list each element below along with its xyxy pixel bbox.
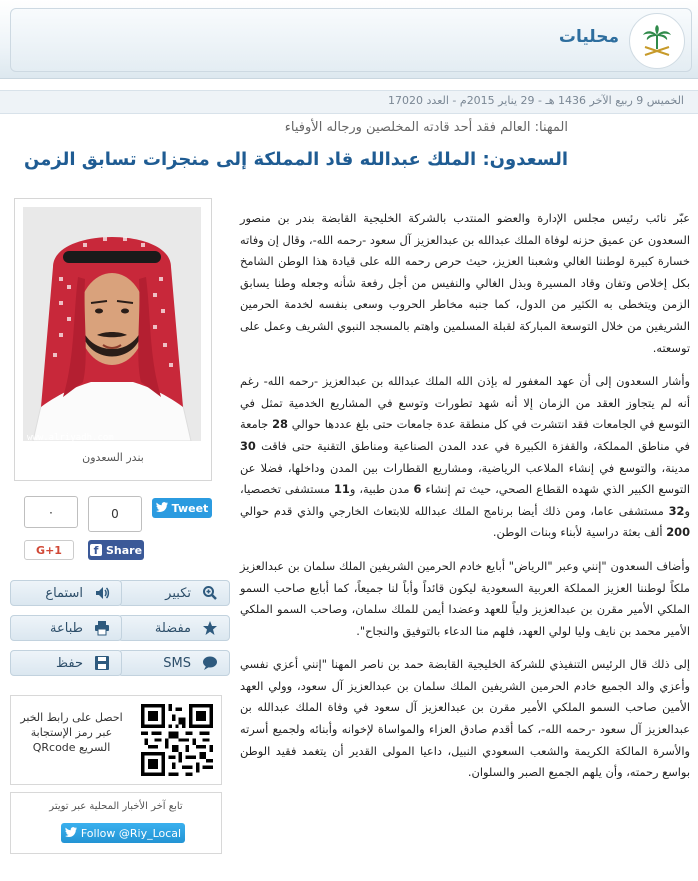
p2-text-g: ألف بعثة دراسية لأبناء وبنات الوطن. xyxy=(492,525,667,540)
issue-dateline xyxy=(0,90,698,114)
article-supertitle: المهنا: العالم فقد أحد قادته المخلصين ورجاله الأوفياء xyxy=(284,120,568,135)
listen-button[interactable] xyxy=(10,580,122,606)
tweet-label: Tweet xyxy=(171,501,209,515)
share-label: Share xyxy=(105,543,143,557)
sms-label: SMS xyxy=(163,655,191,671)
p2-text-a: وأشار السعدون إلى أن عهد المغفور له بإذن الله الملك عبدالله بن عبدالعزيز -رحمه الله- رغم أنه لم يتجاوز العقد من الزمان إلا أنه شهد تطورات وتوسع في المشاريع الخدمية تمثل في التوسع في الجامعات فقد انتشرت في كل منطقة عدة جامعات حتى بلغ عددها حوالي xyxy=(240,374,690,432)
twitter-bird-icon xyxy=(156,502,168,515)
article-body xyxy=(240,208,690,796)
p2-number-general-hospitals: 32 xyxy=(668,503,685,518)
qr-instructions: احصل على رابط الخبر عبر رمز الإستجابة السريع QRcode xyxy=(20,711,123,754)
p2-text-d: مدن طبية، و xyxy=(349,482,414,497)
p2-text-c: مدينة، والتوسع في إنشاء الملاعب الرياضية، ومشاريع القطارات بين المدن وداخلها، فضلا عن التوسع الكبير الذي شهده القطاع الصحي، حيث تم إنشاء xyxy=(240,460,690,497)
follow-label: Follow @Riy_Local xyxy=(80,826,182,840)
p2-number-cities: 30 xyxy=(240,438,256,453)
twitter-follow-box xyxy=(10,792,222,854)
section-title[interactable]: محليات xyxy=(558,27,619,47)
photo-box xyxy=(14,198,212,481)
p2-text-e: مستشفى تخصصيا، و xyxy=(240,482,690,518)
print-button[interactable] xyxy=(10,615,122,641)
sms-button[interactable] xyxy=(118,650,230,676)
listen-label: استماع xyxy=(45,585,83,601)
zoom-label: تكبير xyxy=(165,585,191,601)
tweet-button[interactable] xyxy=(152,498,212,518)
photo-watermark: www.alriyadh.com xyxy=(27,433,114,441)
article-paragraph-3: وأضاف السعدون "إنني وعبر "الرياض" أبايع خادم الحرمين الشريفين الملك سلمان بن عبدالعزيز ملكاً لوطننا العزيز المملكة العربية السعودية ليكون قائداً وأباً لنا جميعاً، كما أبايع صاحب السمو الملكي الأمير مقرن بن عبدالعزيز ولياً للعهد وعضدا أيمن للملك سلمان، وصاحب السمو الملكي الأمير محمد بن نايف وليا لولي العهد، فلهم منا الدعاء بالتوفيق والنجاح". xyxy=(240,558,690,638)
follow-prompt: تابع آخر الأخبار المحلية عبر تويتر xyxy=(49,801,183,812)
p2-number-specialist-hospitals: 11 xyxy=(333,482,350,497)
favorite-label: مفضلة xyxy=(154,620,191,636)
p2-number-universities: 28 xyxy=(272,417,288,432)
qr-code-icon[interactable] xyxy=(141,704,213,776)
p2-text-f: مستشفى عاما، ومن ذلك أيضا برنامج الملك عبدالله للابتعاث الخارجي والذي قدم حوالي xyxy=(240,503,669,518)
article-headline: السعدون: الملك عبدالله قاد المملكة إلى منجزات تسابق الزمن xyxy=(24,149,568,170)
zoom-button[interactable] xyxy=(118,580,230,606)
article-paragraph-2 xyxy=(240,371,690,544)
portrait-photo[interactable] xyxy=(23,207,201,441)
page-header xyxy=(0,0,698,79)
speaker-icon xyxy=(93,584,111,602)
save-label: حفظ xyxy=(56,655,83,671)
chat-bubble-icon xyxy=(201,654,219,672)
twitter-follow-button[interactable] xyxy=(61,823,185,843)
tweet-count: 0 xyxy=(88,496,142,532)
p2-number-scholarships: 200 xyxy=(666,525,690,540)
print-label: طباعة xyxy=(50,620,83,636)
article-paragraph-4: إلى ذلك قال الرئيس التنفيذي للشركة الخليجية القابضة حمد بن ناصر المهنا "إنني أعزي نفسي وأعزي والد الجميع خادم الحرمين الشريفين الملك سلمان بن عبدالعزيز آل سعود، وولي العهد الأمين صاحب السمو الملكي الأمير مقرن بن عبدالعزيز آل سعود في وفاة الملك عبدالله بن عبدالعزيز آل سعود -رحمه الله-، كما أقدم صادق العزاء والمواساة لإخوانه وأبنائه ولجميع أسرته والأسرة المالكة الكريمة والشعب السعودي النبيل، داعيا المولى القدير أن يتغمد فقيد الوطن بواسع رحمته، وأن يلهم الجميع الصبر والسلوان. xyxy=(240,657,690,780)
section-banner xyxy=(10,8,692,72)
gplus-count: ٠ xyxy=(24,496,78,528)
favorite-button[interactable] xyxy=(118,615,230,641)
p2-text-b: جامعة في مناطق المملكة، والقفزة الكبيرة في عدد المدن الصناعية ومناطق التقنية حتى فاقت xyxy=(240,417,690,453)
photo-caption: بندر السعدون xyxy=(82,451,144,464)
facebook-share-button[interactable] xyxy=(88,540,144,560)
gplus-button[interactable]: G+1 xyxy=(24,540,74,560)
zoom-in-icon xyxy=(201,584,219,602)
article-paragraph-1: عبّر نائب رئيس مجلس الإدارة والعضو المنتدب بالشركة الخليجية القابضة بندر بن منصور السعدون عن عميق حزنه لوفاة الملك عبدالله بن عبدالعزيز آل سعود -رحمه الله-، وقال إن وفاته خسارة كبيرة لوطننا الغالي وشعبنا العزيز، حيث حرص رحمه الله على قيادة هذا الوطن الشامخ بكل إخلاص وتفان وقاد المسيرة وبذل الغالي والنفيس من أجل رفعة شأنه وجعله وطنا يسابق الزمن ويتخطى به الكثير من الدول، كما جنبه مخاطر الحروب وسعى بنفسه لخدمة الحرمين الشريفين من خلال التوسعة المباركة لقبلة المسلمين واهتم بالمسجد النبوي الشريف وعمل على توسعته. xyxy=(240,211,690,355)
qr-code-box xyxy=(10,695,222,785)
star-icon xyxy=(201,619,219,637)
twitter-bird-icon xyxy=(65,827,77,840)
p2-number-medical-cities: 6 xyxy=(413,482,422,497)
printer-icon xyxy=(93,619,111,637)
save-button[interactable] xyxy=(10,650,122,676)
floppy-disk-icon xyxy=(93,654,111,672)
saudi-emblem-icon[interactable] xyxy=(629,13,685,69)
issue-date-text: الخميس 9 ربيع الآخر 1436 هـ - 29 يناير 2015م - العدد 17020 xyxy=(388,94,684,107)
facebook-icon: f xyxy=(90,544,102,556)
